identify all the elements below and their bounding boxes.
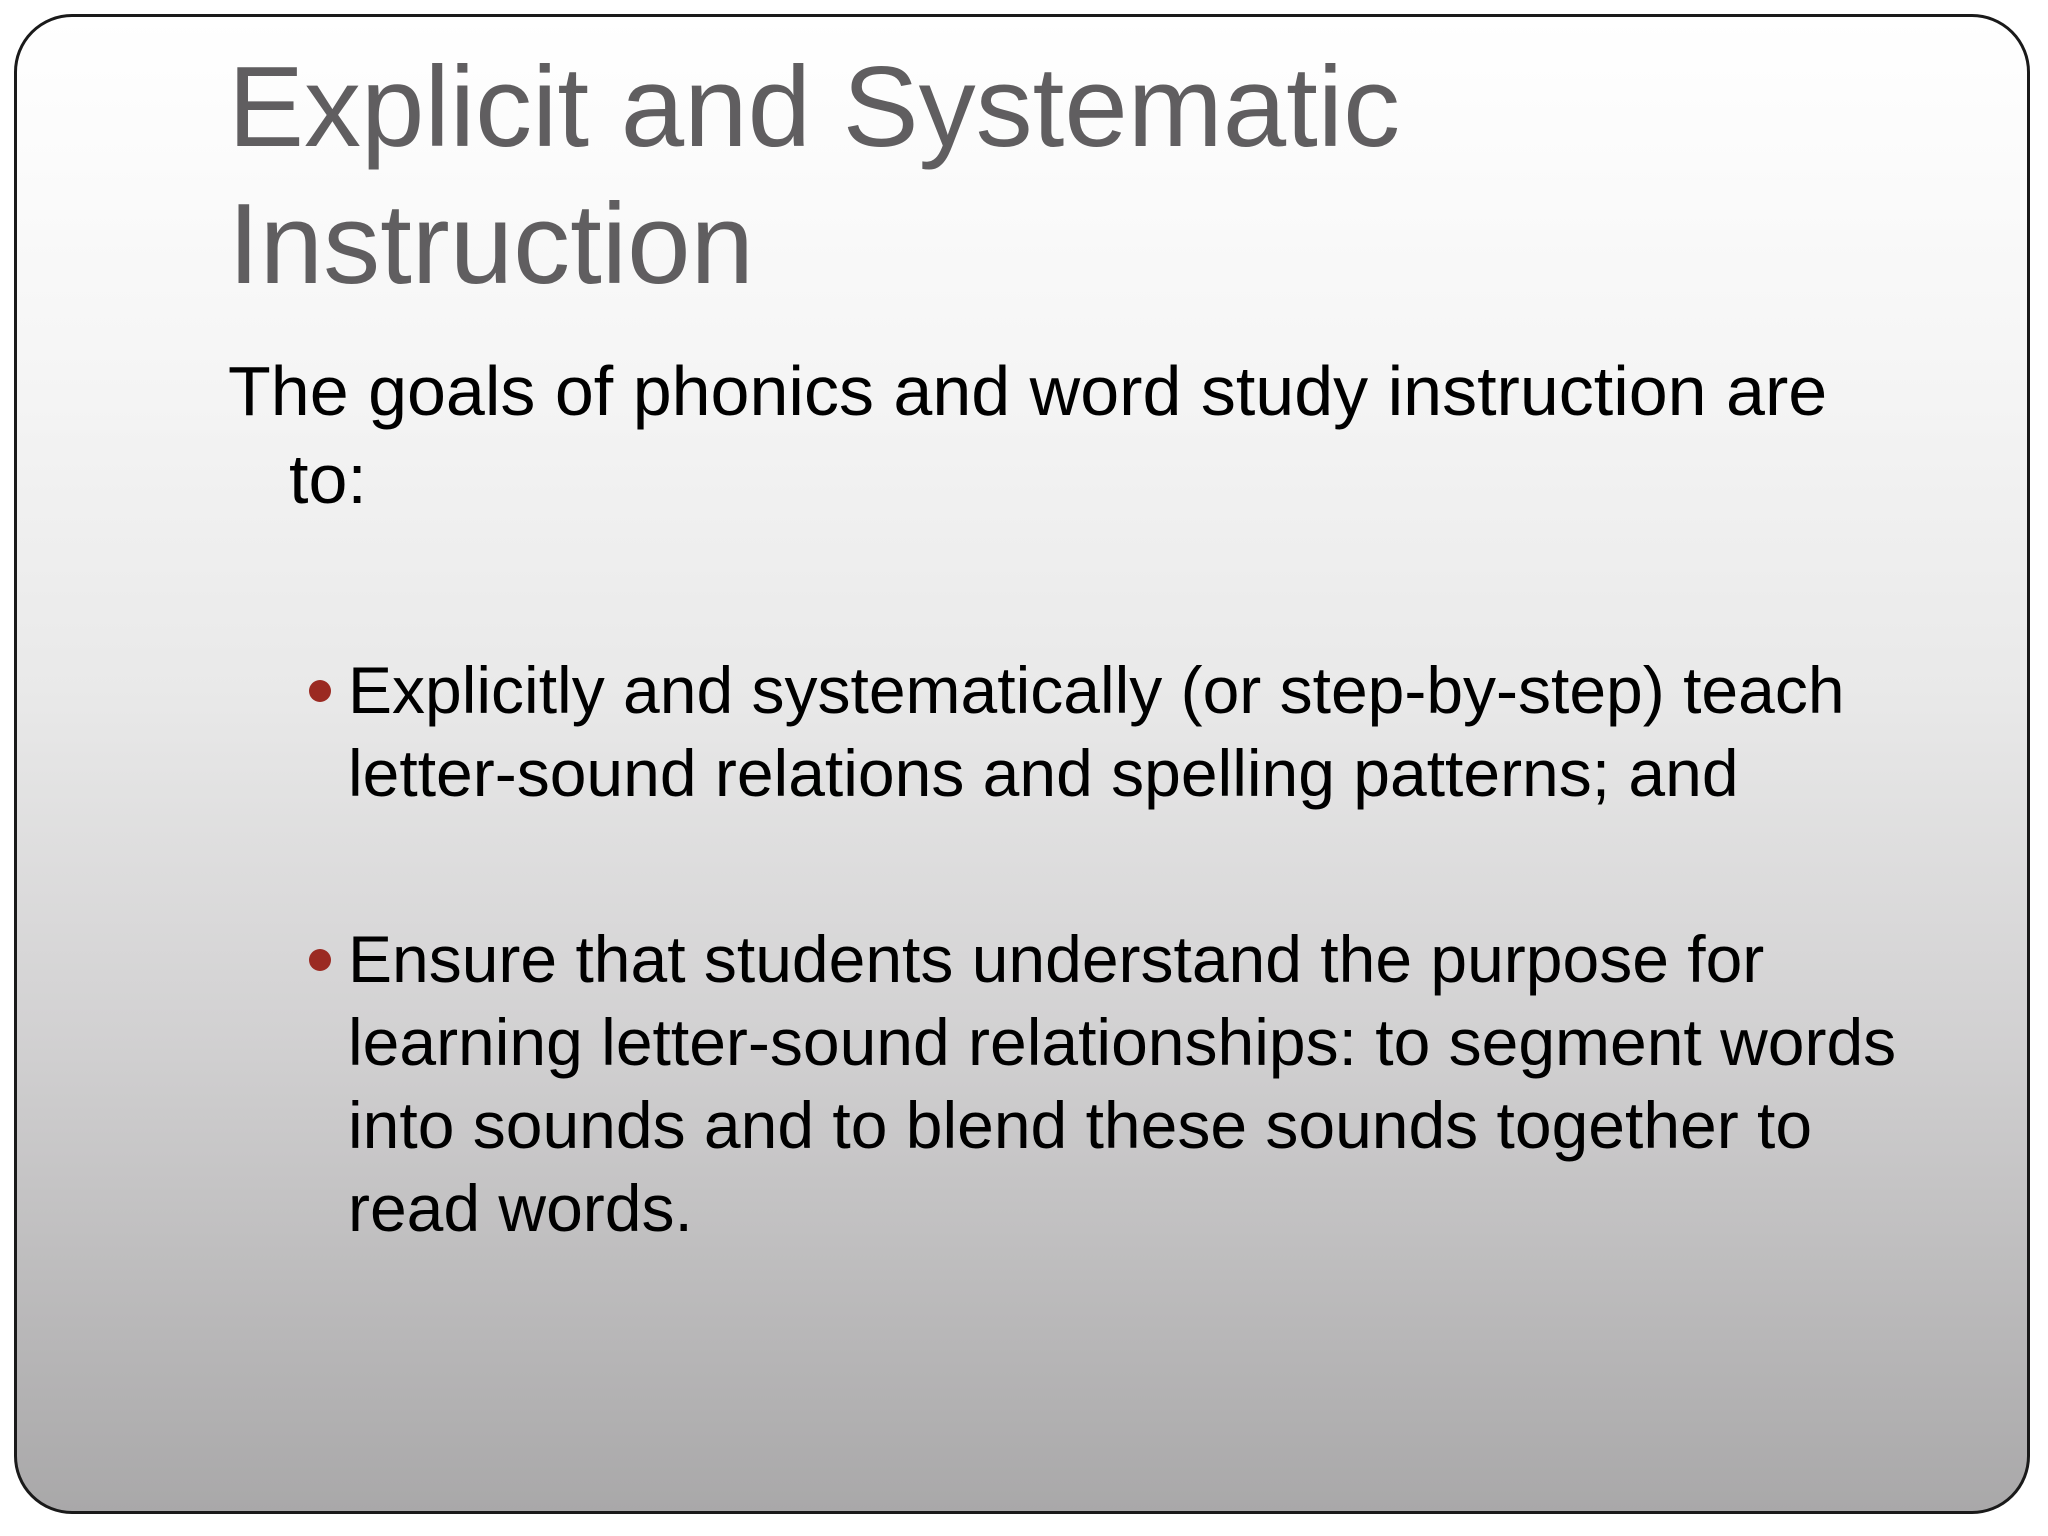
bullet-dot-icon <box>309 680 331 702</box>
intro-line-2: to: <box>289 440 367 518</box>
intro-text <box>228 347 1948 523</box>
bullet-text: Explicitly and systematically (or step-by-step) teach letter-sound relations and spelling patterns; and <box>348 653 1845 810</box>
intro-line-1: The goals of phonics and word study instruction are <box>228 352 1828 430</box>
bullet-item <box>348 649 1948 815</box>
bullet-dot-icon <box>309 949 331 971</box>
bullet-item <box>348 918 1948 1250</box>
bullet-text: Ensure that students understand the purpose for learning letter-sound relationships: to segment words into sounds and to blend these sounds together to read words. <box>348 922 1897 1245</box>
slide-title: Explicit and Systematic Instruction <box>228 44 1401 308</box>
slide <box>14 14 2030 1514</box>
